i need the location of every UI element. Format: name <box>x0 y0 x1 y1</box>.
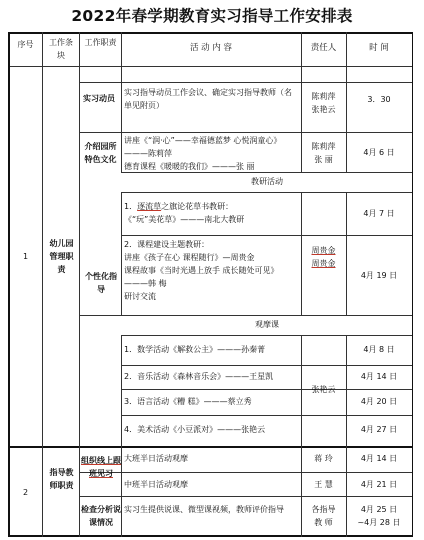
research2-time: 4月 19 日 <box>360 271 398 280</box>
header-seq: 序号 <box>17 40 34 49</box>
document-title: 2022年春学期教育实习指导工作安排表 <box>71 7 353 25</box>
duty-guide: 个性化指导 <box>85 272 117 294</box>
g2-row1-time: 4月 14 日 <box>360 454 398 463</box>
mobilize-owner: 陈莉萍 张艳云 <box>311 92 336 114</box>
header-strand: 工作条块 <box>49 38 73 60</box>
g2-row1-owner: 蒋 玲 <box>314 454 333 463</box>
observe-owner: 张艳云 <box>311 385 336 394</box>
header-time: 时 间 <box>369 43 389 53</box>
header-duty: 工作职责 <box>84 38 117 47</box>
header-owner: 责任人 <box>310 43 337 53</box>
research-owner: 周贵金 周贵金 <box>311 246 336 268</box>
g2-row2-time: 4月 21 日 <box>360 480 398 489</box>
intro-content: 讲座《“润·心”——幸福德蓝梦 心悦润童心》———陈莉萍 德育课程《暖暖的我们》———张 丽 <box>124 136 282 171</box>
header-content: 活 动 内 容 <box>189 43 233 53</box>
research1-time: 4月 7 日 <box>363 209 395 218</box>
mobilize-content: 实习指导动员工作会议、确定实习指导教师（名单见附页） <box>124 88 292 110</box>
intro-time: 4月 6 日 <box>363 148 395 157</box>
duty-intro: 介绍园所特色文化 <box>84 142 117 164</box>
observe-2-content: 2．音乐活动《森林音乐会》———王星凯 <box>124 372 274 381</box>
underlined-term: 逐流草 <box>137 202 162 211</box>
g2-row1-content: 大班半日活动观摩 <box>124 454 188 463</box>
observe-1-time: 4月 8 日 <box>363 345 395 354</box>
observe-1-content: 1．数学活动《解救公主》———孙秦菁 <box>124 345 266 354</box>
g2-row2-owner: 王 慧 <box>314 480 333 489</box>
group1-strand: 幼儿园管理职责 <box>49 239 74 274</box>
observe-3-time: 4月 20 日 <box>360 397 398 406</box>
duty-online: 组织线上跟班见习 <box>81 456 121 478</box>
research2-content: 2．课程建设主题教研： 讲座《孩子在心 课程随行》—周贵金 课程故事《当时光遇上放手 成长随处可见》———韩 梅 研讨交流 <box>124 240 279 301</box>
duty-check: 检查分析说课情况 <box>81 505 121 527</box>
research-heading: 教研活动 <box>251 177 283 186</box>
g2-row3-content: 实习生提供说课、微型课视频，教师评价指导 <box>124 505 284 514</box>
research1-content: 1．逐流草之旗论花草书教研： 《“玩”美花草》———南北大教研 <box>124 202 245 224</box>
observe-4-time: 4月 27 日 <box>360 425 398 434</box>
g2-row3-time: 4月 25 日 ~4月 28 日 <box>357 505 401 527</box>
group1-seq: 1 <box>22 252 29 261</box>
mobilize-time: 3．30 <box>367 95 391 104</box>
observe-heading: 观摩课 <box>255 320 279 329</box>
observe-4-content: 4．美术活动《小豆派对》———张艳云 <box>124 425 266 434</box>
duty-mobilize: 实习动员 <box>83 94 115 103</box>
schedule-table <box>8 32 413 537</box>
observe-2-time: 4月 14 日 <box>360 372 398 381</box>
group2-seq: 2 <box>22 488 29 497</box>
intro-owner: 陈莉萍 张 丽 <box>311 142 336 164</box>
group2-strand: 指导教师职责 <box>49 468 74 490</box>
g2-row3-owner: 各指导 教 师 <box>311 505 336 527</box>
g2-row2-content: 中班半日活动观摩 <box>124 480 188 489</box>
observe-3-content: 3．语言活动《糟 糕》———蔡立秀 <box>124 397 252 406</box>
